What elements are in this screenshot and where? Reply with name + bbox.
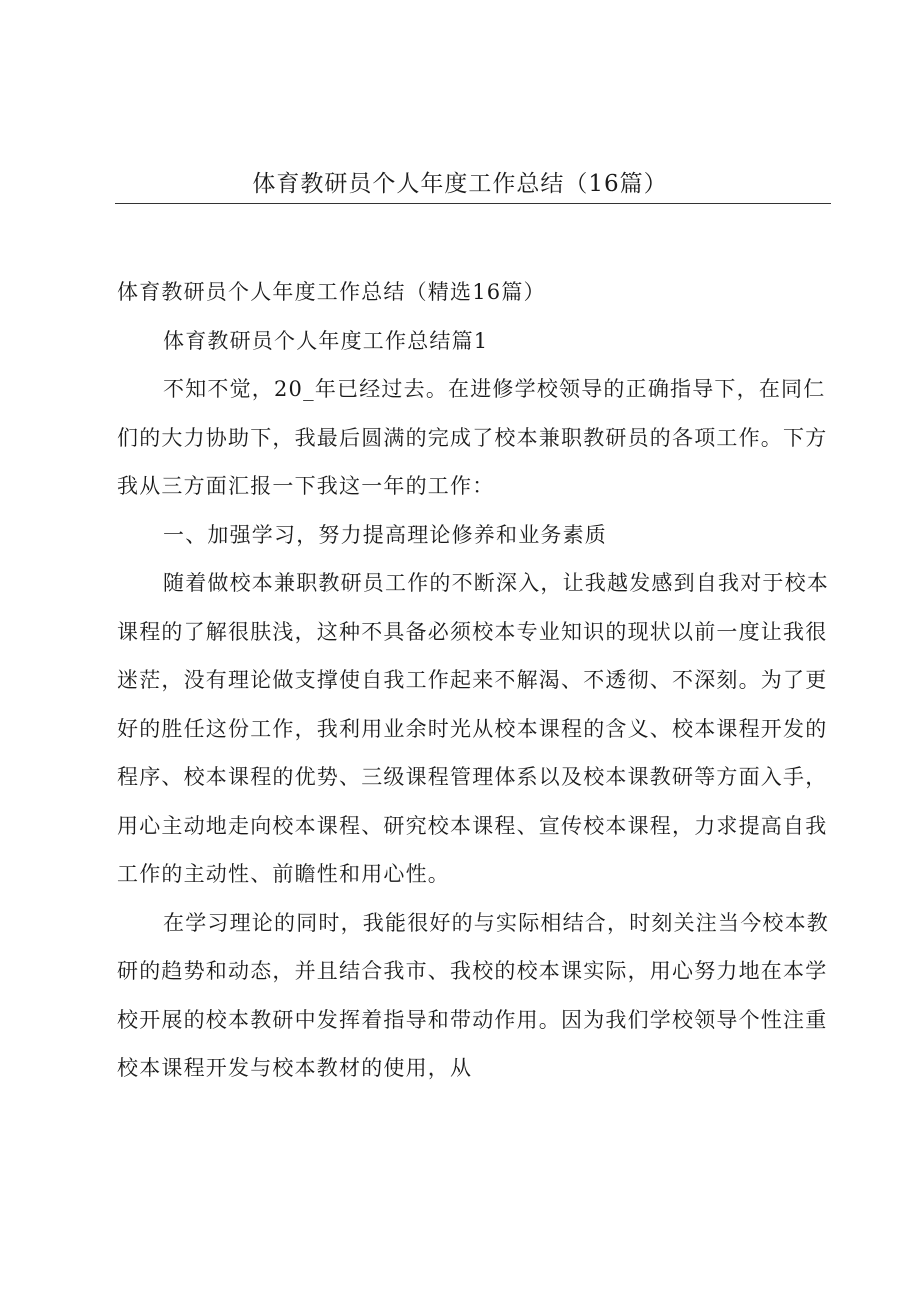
paragraph-heading-1: 一、加强学习，努力提高理论修养和业务素质: [163, 522, 607, 547]
paragraph-intro: 不知不觉，20_年已经过去。在进修学校领导的正确指导下，在同仁们的大力协助下，我最后圆满的完成了校本兼职教研员的各项工作。下方我从三方面汇报一下我这一年的工作：: [117, 377, 828, 498]
document-title: 体育教研员个人年度工作总结（16篇）: [252, 171, 668, 197]
title-underline: [115, 203, 831, 204]
section-heading: 体育教研员个人年度工作总结篇1: [163, 328, 489, 353]
paragraph-practice: 在学习理论的同时，我能很好的与实际相结合，时刻关注当今校本教研的趋势和动态，并且结合我市、我校的校本课实际，用心努力地在本学校开展的校本教研中发挥着指导和带动作用。因为我们学校领导个性注重校本课程开发与校本教材的使用，从: [117, 910, 829, 1080]
document-body: [117, 268, 833, 1093]
paragraph-study: 随着做校本兼职教研员工作的不断深入，让我越发感到自我对于校本课程的了解很肤浅，这种不具备必须校本专业知识的现状以前一度让我很迷茫，没有理论做支撑使自我工作起来不解渴、不透彻、不深刻。为了更好的胜任这份工作，我利用业余时光从校本课程的含义、校本课程开发的程序、校本课程的优势、三级课程管理体系以及校本课教研等方面入手，用心主动地走向校本课程、研究校本课程、宣传校本课程，力求提高自我工作的主动性、前瞻性和用心性。: [117, 571, 829, 886]
document-subtitle: 体育教研员个人年度工作总结（精选16篇）: [117, 280, 546, 304]
